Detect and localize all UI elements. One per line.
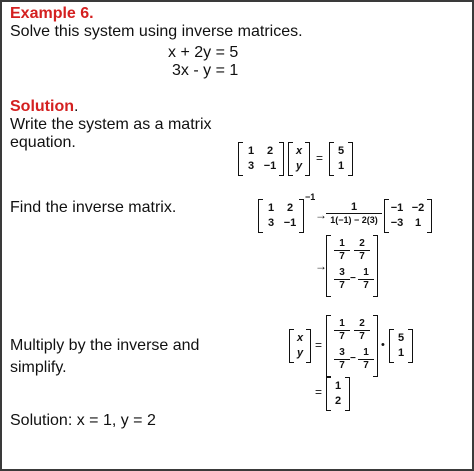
matrix-cell: −2 [411, 202, 425, 214]
vector-cell: y [295, 160, 303, 172]
matrix-cell: 2 [266, 145, 274, 157]
matrix-cell: −3 [390, 217, 404, 229]
equals-sign: = [315, 338, 323, 352]
vector-b-eq3 [389, 329, 413, 363]
solution-heading-text: Solution [10, 98, 74, 115]
fraction: $\frac{1}{7}$ [334, 238, 350, 263]
matrix-cell: 1 [247, 145, 255, 157]
fraction: $\frac{1}{7}$ [358, 267, 374, 292]
step3-line2: simplify. [10, 359, 67, 376]
equals-sign: = [316, 151, 324, 165]
vector-cell: x [295, 145, 303, 157]
step1-line2: equation. [10, 134, 76, 151]
multiply-dot: • [381, 339, 385, 351]
matrix-cell: 1 [414, 217, 422, 229]
problem-statement: Solve this system using inverse matrices. [10, 23, 303, 40]
fraction: $\frac{1}{7}$ [334, 318, 350, 343]
step2-line1: Find the inverse matrix. [10, 199, 177, 216]
matrix-cell: −1 [263, 160, 277, 172]
matrix-cell: −1 [283, 217, 297, 229]
matrix-cell: 3 [267, 217, 275, 229]
example-title: Example 6. [10, 5, 94, 22]
vector-b-eq1 [329, 142, 353, 176]
equals-sign: = [315, 385, 323, 399]
step3-line1: Multiply by the inverse and [10, 337, 200, 354]
solution-heading-period: . [73, 98, 79, 115]
fraction: $\frac{3}{7}$ [334, 347, 350, 372]
vector-cell: 2 [334, 395, 342, 407]
vector-cell: 1 [334, 380, 342, 392]
vector-x-eq3 [289, 329, 311, 363]
vector-cell: 5 [397, 332, 405, 344]
vector-cell: x [296, 332, 304, 344]
equation-1: x + 2y = 5 [168, 44, 239, 61]
vector-cell: 5 [337, 145, 345, 157]
fraction: $\frac{2}{7}$ [354, 318, 370, 343]
result-vector [326, 377, 350, 411]
minus-sign: − [350, 353, 356, 364]
matrix-cell: 3 [247, 160, 255, 172]
vector-cell: 1 [397, 347, 405, 359]
matrix-a-inverse-step [258, 199, 304, 233]
inverse-matrix-eq3 [326, 315, 378, 377]
determinant-fraction [326, 201, 382, 227]
adjugate-matrix [384, 199, 432, 233]
arrow-symbol: → [315, 208, 327, 222]
fraction: $\frac{2}{7}$ [354, 238, 370, 263]
matrix-cell: 1 [267, 202, 275, 214]
minus-sign: − [350, 273, 356, 284]
vector-x-eq1 [288, 142, 310, 176]
final-solution: Solution: x = 1, y = 2 [10, 412, 156, 429]
matrix-cell: −1 [390, 202, 404, 214]
matrix-a-eq1 [238, 142, 284, 176]
inverse-exponent: −1 [305, 192, 316, 202]
fraction: $\frac{1}{7}$ [358, 347, 374, 372]
vector-cell: 1 [337, 160, 345, 172]
matrix-cell: 2 [286, 202, 294, 214]
det-numerator: 1 [326, 201, 382, 214]
vector-cell: y [296, 347, 304, 359]
equation-2: 3x - y = 1 [172, 62, 239, 79]
inverse-matrix [326, 235, 378, 297]
solution-heading [10, 98, 78, 116]
fraction: $\frac{3}{7}$ [334, 267, 350, 292]
step1-line1: Write the system as a matrix [10, 116, 212, 133]
arrow-symbol: → [315, 259, 327, 273]
det-denominator: 1(−1) − 2(3) [330, 215, 378, 225]
